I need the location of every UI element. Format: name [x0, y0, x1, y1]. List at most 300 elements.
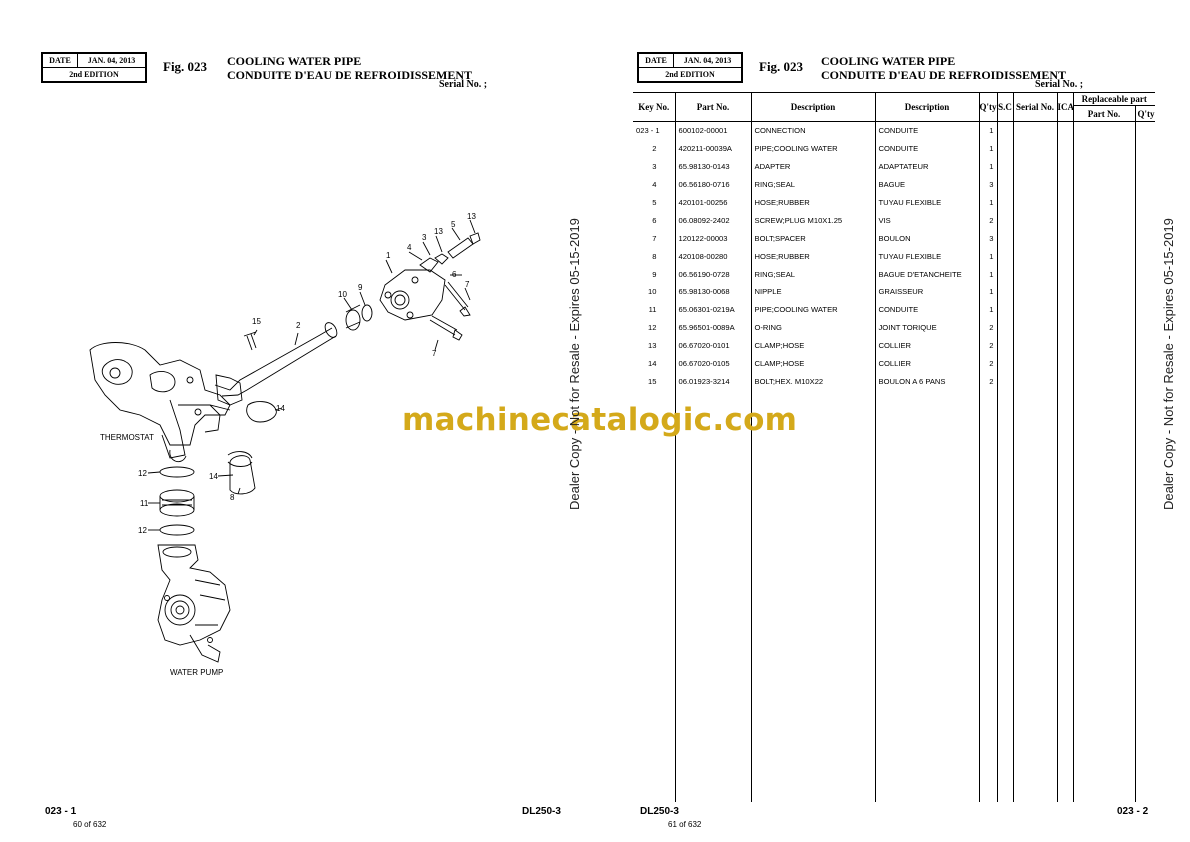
serial-label: Serial No. ; [1035, 79, 1084, 90]
col-description-fr: Description [875, 93, 979, 122]
ica-cell [1057, 355, 1073, 373]
ica-cell [1057, 140, 1073, 158]
table-row [633, 158, 1155, 176]
description-fr-cell: TUYAU FLEXIBLE [875, 194, 979, 212]
edition-label: 2nd EDITION [639, 68, 742, 82]
ica-cell [1057, 712, 1073, 730]
description-en-cell: CLAMP;HOSE [751, 337, 875, 355]
key-no-cell [633, 730, 675, 748]
rep-qty-cell [1135, 480, 1155, 498]
serial-no-cell [1013, 158, 1057, 176]
sc-cell [997, 569, 1013, 587]
qty-cell [979, 677, 997, 695]
table-row [633, 569, 1155, 587]
date-value: JAN. 04, 2013 [78, 54, 146, 68]
description-fr-cell [875, 390, 979, 408]
part-no-cell [675, 659, 751, 677]
rep-qty-cell [1135, 659, 1155, 677]
serial-no-cell [1013, 784, 1057, 802]
ica-cell [1057, 283, 1073, 301]
rep-qty-cell [1135, 766, 1155, 784]
rep-qty-cell [1135, 641, 1155, 659]
qty-cell: 1 [979, 122, 997, 140]
description-fr-cell [875, 444, 979, 462]
description-en-cell [751, 498, 875, 516]
part-no-cell [675, 551, 751, 569]
ica-cell [1057, 122, 1073, 140]
description-fr-cell: GRAISSEUR [875, 283, 979, 301]
serial-no-cell [1013, 140, 1057, 158]
key-no-cell: 7 [652, 233, 657, 243]
rep-qty-cell [1135, 569, 1155, 587]
sc-cell [997, 659, 1013, 677]
qty-cell: 2 [979, 355, 997, 373]
key-no-cell: 3 [652, 162, 657, 172]
serial-no-cell [1013, 301, 1057, 319]
ica-cell [1057, 301, 1073, 319]
part-no-cell: 65.98130-0068 [675, 283, 751, 301]
ica-cell [1057, 730, 1073, 748]
key-no-cell: 12 [648, 323, 657, 333]
table-row [633, 301, 1155, 319]
description-fr-cell [875, 677, 979, 695]
part-no-cell: 65.06301-0219A [675, 301, 751, 319]
key-no-cell [633, 516, 675, 534]
sc-cell [997, 480, 1013, 498]
serial-no-cell [1013, 695, 1057, 713]
date-label: DATE [43, 54, 78, 68]
water-pump-label: WATER PUMP [170, 668, 224, 677]
qty-cell [979, 533, 997, 551]
part-no-cell [675, 695, 751, 713]
serial-no-cell [1013, 677, 1057, 695]
part-no-cell [675, 444, 751, 462]
rep-part-no-cell [1073, 319, 1135, 337]
rep-part-no-cell [1073, 408, 1135, 426]
description-fr-cell: BOULON [875, 229, 979, 247]
serial-no-cell [1013, 551, 1057, 569]
sc-cell [997, 265, 1013, 283]
ica-cell [1057, 444, 1073, 462]
key-no-cell: 14 [648, 359, 657, 369]
table-row [633, 641, 1155, 659]
sc-cell [997, 390, 1013, 408]
description-fr-cell [875, 569, 979, 587]
description-fr-cell [875, 605, 979, 623]
rep-part-no-cell [1073, 605, 1135, 623]
part-no-cell [675, 462, 751, 480]
description-fr-cell [875, 551, 979, 569]
footer-model-left: DL250-3 [522, 806, 561, 817]
part-no-cell [675, 587, 751, 605]
key-no-cell [633, 444, 675, 462]
part-no-cell [675, 569, 751, 587]
serial-no-cell [1013, 748, 1057, 766]
description-fr-cell: BAGUE [875, 176, 979, 194]
description-en-cell [751, 748, 875, 766]
col-ica: ICA [1057, 93, 1073, 122]
site-watermark: machinecatalogic.com [402, 402, 798, 438]
col-serial-no: Serial No. [1013, 93, 1057, 122]
table-row [633, 265, 1155, 283]
key-no-cell [633, 659, 675, 677]
rep-qty-cell [1135, 551, 1155, 569]
qty-cell: 3 [979, 229, 997, 247]
table-row [633, 462, 1155, 480]
serial-no-cell [1013, 319, 1057, 337]
description-fr-cell: CONDUITE [875, 301, 979, 319]
description-en-cell: RING;SEAL [751, 176, 875, 194]
rep-part-no-cell [1073, 229, 1135, 247]
qty-cell: 1 [979, 301, 997, 319]
description-fr-cell [875, 748, 979, 766]
description-fr-cell [875, 533, 979, 551]
serial-no-cell [1013, 516, 1057, 534]
key-no-cell [633, 569, 675, 587]
serial-no-cell [1013, 605, 1057, 623]
ica-cell [1057, 176, 1073, 194]
serial-no-cell [1013, 498, 1057, 516]
part-no-cell [675, 641, 751, 659]
date-box-right [637, 52, 743, 83]
serial-no-cell [1013, 283, 1057, 301]
exploded-parts-diagram [70, 200, 520, 690]
ica-cell [1057, 462, 1073, 480]
table-row [633, 695, 1155, 713]
description-en-cell: ADAPTER [751, 158, 875, 176]
callout-13b: 13 [467, 212, 476, 221]
sc-cell [997, 533, 1013, 551]
qty-cell: 1 [979, 158, 997, 176]
rep-qty-cell [1135, 355, 1155, 373]
qty-cell: 2 [979, 372, 997, 390]
figure-number: Fig. 023 [163, 59, 208, 74]
ica-cell [1057, 194, 1073, 212]
rep-qty-cell [1135, 730, 1155, 748]
description-en-cell: CLAMP;HOSE [751, 355, 875, 373]
ica-cell [1057, 158, 1073, 176]
ica-cell [1057, 426, 1073, 444]
part-no-cell [675, 677, 751, 695]
rep-part-no-cell [1073, 158, 1135, 176]
qty-cell: 1 [979, 283, 997, 301]
key-no-cell [633, 480, 675, 498]
rep-qty-cell [1135, 605, 1155, 623]
sc-cell [997, 247, 1013, 265]
pdf-page-left: 60 of 632 [73, 820, 107, 829]
part-no-cell: 420101-00256 [675, 194, 751, 212]
description-en-cell: RING;SEAL [751, 265, 875, 283]
key-no-cell [633, 587, 675, 605]
ica-cell [1057, 569, 1073, 587]
qty-cell [979, 784, 997, 802]
serial-no-cell [1013, 355, 1057, 373]
rep-qty-cell [1135, 623, 1155, 641]
description-fr-cell [875, 641, 979, 659]
part-no-cell: 06.56180-0716 [675, 176, 751, 194]
table-row [633, 766, 1155, 784]
serial-no-cell [1013, 766, 1057, 784]
date-box-left [41, 52, 147, 83]
rep-part-no-cell [1073, 533, 1135, 551]
thermostat-label: THERMOSTAT [100, 433, 154, 442]
figure-number: Fig. 023 [759, 59, 804, 74]
ica-cell [1057, 229, 1073, 247]
ica-cell [1057, 659, 1073, 677]
rep-qty-cell [1135, 462, 1155, 480]
col-rep-qty: Q'ty [1135, 106, 1155, 122]
ica-cell [1057, 337, 1073, 355]
ica-cell [1057, 587, 1073, 605]
dealer-notice-right: Dealer Copy - Not for Resale - Expires 05-15-2019 [1161, 218, 1176, 510]
description-en-cell [751, 623, 875, 641]
description-fr-cell [875, 426, 979, 444]
qty-cell [979, 551, 997, 569]
rep-part-no-cell [1073, 265, 1135, 283]
part-no-cell: 420108-00280 [675, 247, 751, 265]
key-no-cell: 4 [652, 180, 657, 190]
serial-no-cell [1013, 462, 1057, 480]
sc-cell [997, 194, 1013, 212]
ica-cell [1057, 533, 1073, 551]
sc-cell [997, 462, 1013, 480]
description-en-cell [751, 766, 875, 784]
rep-qty-cell [1135, 695, 1155, 713]
sc-cell [997, 426, 1013, 444]
sc-cell [997, 587, 1013, 605]
description-fr-cell: BOULON A 6 PANS [875, 372, 979, 390]
qty-cell [979, 408, 997, 426]
description-en-cell: BOLT;SPACER [751, 229, 875, 247]
rep-qty-cell [1135, 158, 1155, 176]
table-row [633, 444, 1155, 462]
rep-part-no-cell [1073, 372, 1135, 390]
rep-part-no-cell [1073, 766, 1135, 784]
part-no-cell [675, 766, 751, 784]
rep-part-no-cell [1073, 784, 1135, 802]
rep-part-no-cell [1073, 247, 1135, 265]
qty-cell [979, 462, 997, 480]
qty-cell [979, 569, 997, 587]
table-row [633, 283, 1155, 301]
rep-part-no-cell [1073, 623, 1135, 641]
part-no-cell [675, 712, 751, 730]
table-row [633, 122, 1155, 140]
key-no-cell [633, 551, 675, 569]
qty-cell [979, 623, 997, 641]
qty-cell [979, 390, 997, 408]
sc-cell [997, 355, 1013, 373]
key-no-cell [633, 623, 675, 641]
sc-cell [997, 158, 1013, 176]
description-fr-cell: COLLIER [875, 337, 979, 355]
description-en-cell [751, 462, 875, 480]
qty-cell [979, 730, 997, 748]
table-row [633, 659, 1155, 677]
qty-cell [979, 498, 997, 516]
serial-no-cell [1013, 730, 1057, 748]
part-no-cell: 06.01923-3214 [675, 372, 751, 390]
table-row [633, 480, 1155, 498]
callout-9: 9 [358, 283, 363, 292]
ica-cell [1057, 695, 1073, 713]
description-en-cell [751, 569, 875, 587]
description-fr-cell: COLLIER [875, 355, 979, 373]
table-row [633, 247, 1155, 265]
ica-cell [1057, 480, 1073, 498]
rep-qty-cell [1135, 498, 1155, 516]
serial-no-cell [1013, 211, 1057, 229]
serial-no-cell [1013, 408, 1057, 426]
table-row [633, 712, 1155, 730]
description-en-cell [751, 551, 875, 569]
sc-cell [997, 372, 1013, 390]
description-fr-cell [875, 498, 979, 516]
rep-part-no-cell [1073, 480, 1135, 498]
qty-cell [979, 587, 997, 605]
serial-no-cell [1013, 659, 1057, 677]
description-fr-cell [875, 659, 979, 677]
sc-cell [997, 444, 1013, 462]
part-no-cell: 120122-00003 [675, 229, 751, 247]
sc-cell [997, 712, 1013, 730]
figure-title-fr: CONDUITE D'EAU DE REFROIDISSEMENT [227, 68, 473, 82]
description-fr-cell [875, 623, 979, 641]
ica-cell [1057, 498, 1073, 516]
qty-cell [979, 712, 997, 730]
ica-cell [1057, 516, 1073, 534]
key-no-cell [633, 766, 675, 784]
sc-cell [997, 229, 1013, 247]
description-en-cell: CONNECTION [751, 122, 875, 140]
description-fr-cell [875, 462, 979, 480]
serial-no-cell [1013, 533, 1057, 551]
rep-qty-cell [1135, 426, 1155, 444]
key-no-cell [633, 462, 675, 480]
key-no-cell: 10 [648, 287, 657, 297]
rep-qty-cell [1135, 140, 1155, 158]
edition-label: 2nd EDITION [43, 68, 146, 82]
description-en-cell: BOLT;HEX. M10X22 [751, 372, 875, 390]
sc-cell [997, 301, 1013, 319]
description-en-cell [751, 444, 875, 462]
ica-cell [1057, 605, 1073, 623]
key-no-cell: 9 [652, 269, 657, 279]
description-en-cell: NIPPLE [751, 283, 875, 301]
part-no-cell: 600102-00001 [675, 122, 751, 140]
description-en-cell [751, 712, 875, 730]
rep-part-no-cell [1073, 211, 1135, 229]
sc-cell [997, 605, 1013, 623]
sc-cell [997, 122, 1013, 140]
serial-no-cell [1013, 569, 1057, 587]
sc-cell [997, 140, 1013, 158]
callout-2: 2 [296, 321, 301, 330]
ica-cell [1057, 265, 1073, 283]
serial-no-cell [1013, 712, 1057, 730]
description-fr-cell: CONDUITE [875, 140, 979, 158]
key-no-cell [633, 712, 675, 730]
serial-no-cell [1013, 390, 1057, 408]
figure-title-en: COOLING WATER PIPE [227, 54, 362, 68]
qty-cell [979, 641, 997, 659]
description-fr-cell [875, 766, 979, 784]
part-no-cell: 06.56190-0728 [675, 265, 751, 283]
date-label: DATE [639, 54, 674, 68]
table-row [633, 551, 1155, 569]
serial-no-cell [1013, 122, 1057, 140]
description-fr-cell: BAGUE D'ETANCHEITE [875, 265, 979, 283]
sc-cell [997, 176, 1013, 194]
sc-cell [997, 283, 1013, 301]
col-part-no: Part No. [675, 93, 751, 122]
figure-title-en: COOLING WATER PIPE [821, 54, 956, 68]
description-en-cell [751, 587, 875, 605]
part-no-cell [675, 516, 751, 534]
col-key-no: Key No. [633, 93, 675, 122]
part-no-cell: 06.08092-2402 [675, 211, 751, 229]
rep-qty-cell [1135, 247, 1155, 265]
col-replaceable-part: Replaceable part [1073, 93, 1155, 106]
rep-part-no-cell [1073, 587, 1135, 605]
sc-cell [997, 766, 1013, 784]
sc-cell [997, 516, 1013, 534]
rep-part-no-cell [1073, 194, 1135, 212]
rep-qty-cell [1135, 319, 1155, 337]
rep-part-no-cell [1073, 462, 1135, 480]
callout-13a: 13 [434, 227, 443, 236]
table-row [633, 748, 1155, 766]
key-no-cell [633, 784, 675, 802]
footer-page-left: 023 - 1 [45, 806, 77, 817]
callout-1: 1 [386, 251, 391, 260]
serial-no-cell [1013, 247, 1057, 265]
description-en-cell [751, 605, 875, 623]
part-no-cell: 65.96501-0089A [675, 319, 751, 337]
sc-cell [997, 623, 1013, 641]
description-fr-cell: JOINT TORIQUE [875, 319, 979, 337]
ica-cell [1057, 211, 1073, 229]
part-no-cell [675, 533, 751, 551]
table-row [633, 516, 1155, 534]
key-no-cell: 6 [652, 215, 657, 225]
description-en-cell: PIPE;COOLING WATER [751, 301, 875, 319]
callout-3: 3 [422, 233, 427, 242]
sc-cell [997, 498, 1013, 516]
rep-part-no-cell [1073, 301, 1135, 319]
table-row [633, 605, 1155, 623]
rep-part-no-cell [1073, 730, 1135, 748]
serial-no-cell [1013, 623, 1057, 641]
rep-part-no-cell [1073, 390, 1135, 408]
description-en-cell [751, 480, 875, 498]
table-row [633, 372, 1155, 390]
rep-part-no-cell [1073, 569, 1135, 587]
pdf-page-right: 61 of 632 [668, 820, 702, 829]
key-no-cell: 15 [648, 376, 657, 386]
rep-qty-cell [1135, 677, 1155, 695]
col-description-en: Description [751, 93, 875, 122]
qty-cell [979, 766, 997, 784]
table-row [633, 784, 1155, 802]
rep-part-no-cell [1073, 551, 1135, 569]
table-row [633, 176, 1155, 194]
description-en-cell [751, 677, 875, 695]
serial-no-cell [1013, 587, 1057, 605]
table-row [633, 229, 1155, 247]
part-no-cell: 06.67020-0105 [675, 355, 751, 373]
part-no-cell: 06.67020-0101 [675, 337, 751, 355]
